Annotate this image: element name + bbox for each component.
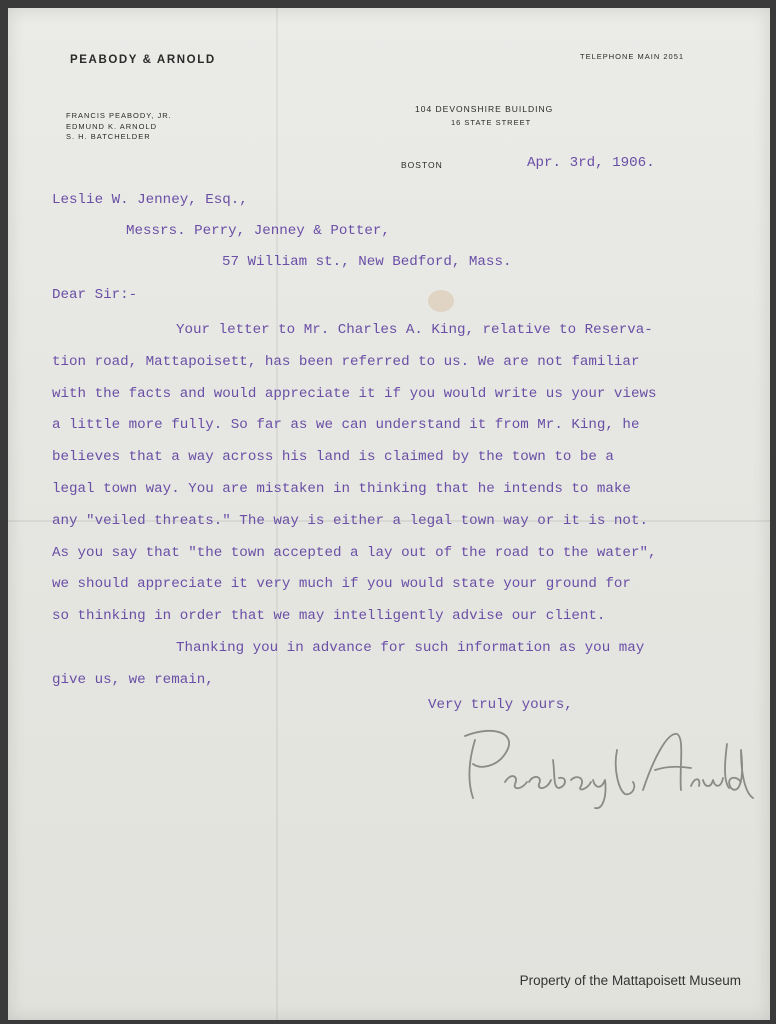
partner-name: FRANCIS PEABODY, JR. xyxy=(66,111,172,120)
recipient-line: 57 William st., New Bedford, Mass. xyxy=(222,254,512,270)
office-address xyxy=(415,102,553,130)
body-line: As you say that "the town accepted a lay out of the road to the water", xyxy=(52,544,657,561)
body-line: tion road, Mattapoisett, has been referred to us. We are not familiar xyxy=(52,353,640,370)
signature-icon xyxy=(455,720,755,810)
letter-body xyxy=(52,315,657,697)
paper-stain xyxy=(428,290,454,312)
body-line: so thinking in order that we may intelligently advise our client. xyxy=(52,608,606,625)
museum-watermark: Property of the Mattapoisett Museum xyxy=(519,973,741,988)
recipient-line: Leslie W. Jenney, Esq., xyxy=(52,192,248,208)
body-line: a little more fully. So far as we can understand it from Mr. King, he xyxy=(52,417,640,434)
partner-list xyxy=(66,111,172,143)
telephone-number: TELEPHONE MAIN 2051 xyxy=(580,52,685,61)
letter-date: Apr. 3rd, 1906. xyxy=(527,155,655,171)
body-line: believes that a way across his land is claimed by the town to be a xyxy=(52,449,614,466)
recipient-line: Messrs. Perry, Jenney & Potter, xyxy=(126,223,390,239)
firm-name: PEABODY & ARNOLD xyxy=(70,54,216,66)
building-name: 104 DEVONSHIRE BUILDING xyxy=(415,104,554,114)
salutation: Dear Sir:- xyxy=(52,287,138,303)
body-line: Thanking you in advance for such information as you may xyxy=(176,639,645,656)
partner-name: EDMUND K. ARNOLD xyxy=(66,121,158,131)
city-name: BOSTON xyxy=(401,160,443,170)
body-line: with the facts and would appreciate it if you would write us your views xyxy=(52,385,657,402)
street-address: 16 STATE STREET xyxy=(451,118,532,127)
partner-name: S. H. BATCHELDER xyxy=(66,132,151,141)
body-line: we should appreciate it very much if you would state your ground for xyxy=(52,576,631,593)
closing: Very truly yours, xyxy=(428,697,573,713)
body-line: give us, we remain, xyxy=(52,671,214,688)
body-line: legal town way. You are mistaken in thinking that he intends to make xyxy=(52,480,631,497)
body-line: any "veiled threats." The way is either a legal town way or it is not. xyxy=(52,512,648,529)
body-line: Your letter to Mr. Charles A. King, relative to Reserva- xyxy=(176,322,653,338)
